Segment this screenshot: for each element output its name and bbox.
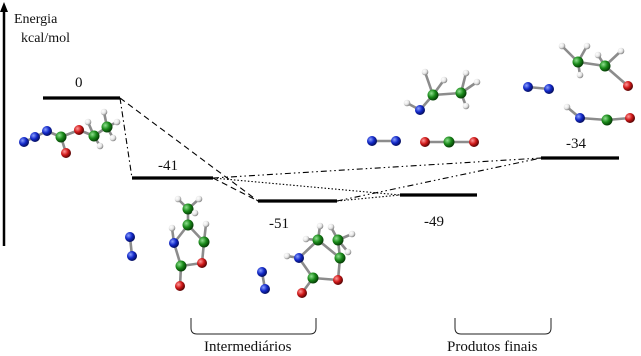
hydrogen-atom (564, 104, 571, 111)
carbon-atom (102, 122, 113, 133)
axis-title-energia: Energia (14, 12, 58, 27)
nitrogen-atom (257, 267, 267, 277)
oxygen-atom (623, 81, 633, 91)
hydrogen-atom (595, 52, 602, 59)
oxygen-atom (74, 125, 84, 135)
nitrogen-atom (294, 253, 304, 263)
hydrogen-atom (203, 221, 210, 228)
nitrogen-atom (391, 136, 401, 146)
connector-reactant-int2 (120, 98, 258, 201)
hydrogen-atom (114, 119, 121, 126)
oxygen-atom (420, 137, 430, 147)
connector-int2-prod1 (337, 195, 400, 201)
hydrogen-atom (328, 224, 335, 231)
carbon-atom (313, 235, 324, 246)
hydrogen-atom (175, 196, 182, 203)
energy-axis (0, 2, 8, 246)
molecule-products-1-n2-co2 (367, 136, 479, 148)
carbon-atom (444, 137, 455, 148)
oxygen-atom (61, 148, 71, 158)
hydrogen-atom (192, 210, 199, 217)
hydrogen-atom (584, 43, 591, 50)
bracket-intermediates (191, 318, 316, 334)
hydrogen-atom (474, 79, 481, 86)
label-intermediates: Intermediários (204, 339, 292, 355)
carbon-atom (428, 90, 439, 101)
hydrogen-atom (618, 48, 625, 55)
carbon-atom (56, 132, 67, 143)
carbon-atom (573, 57, 584, 68)
hydrogen-atom (101, 109, 108, 116)
carbon-atom (183, 220, 194, 231)
nitrogen-atom (30, 132, 40, 142)
carbon-atom (456, 88, 467, 99)
hydrogen-atom (577, 72, 584, 79)
nitrogen-atom (42, 126, 52, 136)
hydrogen-atom (196, 196, 203, 203)
hydrogen-atom (110, 135, 117, 142)
carbon-atom (89, 131, 100, 142)
nitrogen-atom (19, 137, 29, 147)
nitrogen-atom (367, 136, 377, 146)
label-products: Produtos finais (447, 339, 538, 355)
oxygen-atom (297, 288, 307, 298)
hydrogen-atom (349, 231, 356, 238)
molecule-reactant (19, 109, 120, 158)
connector-int1-int2 (213, 178, 258, 201)
nitrogen-atom (125, 232, 135, 242)
nitrogen-atom (415, 105, 425, 115)
bracket-products (455, 318, 551, 334)
hydrogen-atom (463, 70, 470, 77)
hydrogen-atom (303, 236, 310, 243)
energy-levels (43, 98, 619, 201)
nitrogen-atom (127, 251, 137, 261)
hydrogen-atom (345, 249, 352, 256)
connector-lines (120, 98, 541, 201)
value-reactant: 0 (75, 75, 83, 91)
axis-title-unit: kcal/mol (21, 31, 70, 46)
nitrogen-atom (169, 238, 179, 248)
carbon-atom (333, 235, 344, 246)
carbon-atom (199, 237, 210, 248)
carbon-atom (308, 273, 319, 284)
hydrogen-atom (284, 253, 291, 260)
carbon-atom (335, 253, 346, 264)
carbon-atom (600, 61, 611, 72)
connector-reactant-int1 (120, 98, 132, 178)
oxygen-atom (197, 258, 207, 268)
oxygen-atom (175, 281, 185, 291)
oxygen-atom (469, 137, 479, 147)
hydrogen-atom (559, 43, 566, 50)
hydrogen-atom (441, 77, 448, 84)
molecule-intermediate-1 (125, 196, 210, 291)
molecule-products-2 (523, 43, 635, 126)
nitrogen-atom (260, 284, 270, 294)
nitrogen-atom (523, 82, 533, 92)
value-intermediate-2: -51 (269, 216, 289, 232)
oxygen-atom (333, 275, 343, 285)
nitrogen-atom (544, 84, 554, 94)
molecule-products-1-ethylene-amine (404, 69, 481, 115)
value-intermediate-1: -41 (158, 158, 178, 174)
hydrogen-atom (85, 119, 92, 126)
value-product-2: -34 (566, 136, 586, 152)
hydrogen-atom (404, 100, 411, 107)
hydrogen-atom (422, 69, 429, 76)
nitrogen-atom (575, 113, 585, 123)
hydrogen-atom (463, 103, 470, 110)
molecule-intermediate-2 (257, 223, 355, 298)
value-product-1: -49 (424, 214, 444, 230)
carbon-atom (176, 261, 187, 272)
carbon-atom (602, 115, 613, 126)
hydrogen-atom (169, 225, 176, 232)
hydrogen-atom (317, 223, 324, 230)
oxygen-atom (625, 113, 635, 123)
hydrogen-atom (97, 143, 104, 150)
